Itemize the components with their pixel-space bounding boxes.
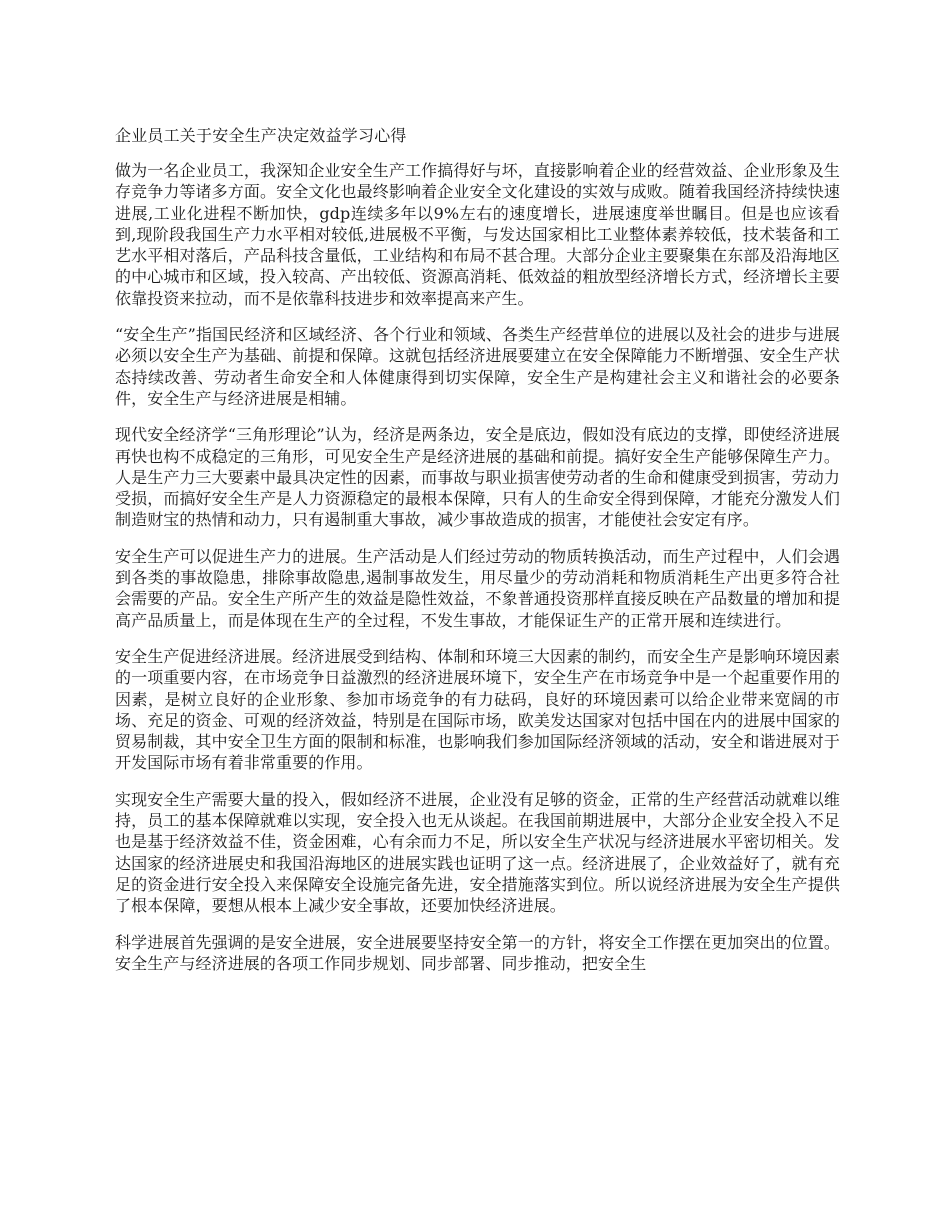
document-body (115, 124, 840, 989)
paragraph-6: 实现安全生产需要大量的投入，假如经济不进展，企业没有足够的资金，正常的生产经营活动就难以维持，员工的基本保障就难以实现，安全投入也无从谈起。在我国前期进展中，大部分企业安全投入不足也是基于经济效益不佳，资金困难，心有余而力不足，所以安全生产状况与经济进展水平密切相关。发达国家的经济进展史和我国沿海地区的进展实践也证明了这一点。经济进展了，企业效益好了，就有充足的资金进行安全投入来保障安全设施完备先进，安全措施落实到位。所以说经济进展为安全生产提供了根本保障，要想从根本上减少安全事故，还要加快经济进展。 (115, 789, 840, 916)
paragraph-3: 现代安全经济学“三角形理论”认为，经济是两条边，安全是底边，假如没有底边的支撑，即使经济进展再快也构不成稳定的三角形，可见安全生产是经济进展的基础和前提。搞好安全生产能够保障生产力。人是生产力三大要素中最具决定性的因素，而事故与职业损害使劳动者的生命和健康受到损害，劳动力受损，而搞好安全生产是人力资源稳定的最根本保障，只有人的生命安全得到保障，才能充分激发人们制造财宝的热情和动力，只有遏制重大事故，减少事故造成的损害，才能使社会安定有序。 (115, 425, 840, 530)
document-title: 企业员工关于安全生产决定效益学习心得 (115, 126, 407, 145)
paragraph-1: 做为一名企业员工，我深知企业安全生产工作搞得好与坏，直接影响着企业的经营效益、企业形象及生存竞争力等诸多方面。安全文化也最终影响着企业安全文化建设的实效与成败。随着我国经济持续快速进展,工业化进程不断加快，gdp连续多年以9%左右的速度增长，进展速度举世瞩目。但是也应该看到,现阶段我国生产力水平相对较低,进展极不平衡，与发达国家相比工业整体素养较低，技术装备和工艺水平相对落后，产品科技含量低，工业结构和布局不甚合理。大部分企业主要聚集在东部及沿海地区的中心城市和区域，投入较高、产出较低、资源高消耗、低效益的粗放型经济增长方式，经济增长主要依靠投资来拉动，而不是依靠科技进步和效率提高来产生。 (115, 161, 840, 308)
paragraph-4: 安全生产可以促进生产力的进展。生产活动是人们经过劳动的物质转换活动，而生产过程中，人们会遇到各类的事故隐患，排除事故隐患,遏制事故发生，用尽量少的劳动消耗和物质消耗生产出更多符合社会需要的产品。安全生产所产生的效益是隐性效益，不象普通投资那样直接反映在产品数量的增加和提高产品质量上，而是体现在生产的全过程，不发生事故，才能保证生产的正常开展和连续进行。 (115, 546, 840, 630)
paragraph-2: “安全生产”指国民经济和区域经济、各个行业和领域、各类生产经营单位的进展以及社会的进步与进展必须以安全生产为基础、前提和保障。这就包括经济进展要建立在安全保障能力不断增强、安全生产状态持续改善、劳动者生命安全和人体健康得到切实保障，安全生产是构建社会主义和谐社会的必要条件，安全生产与经济进展是相辅。 (115, 325, 840, 408)
paragraph-5: 安全生产促进经济进展。经济进展受到结构、体制和环境三大因素的制约，而安全生产是影响环境因素的一项重要内容，在市场竞争日益激烈的经济进展环境下，安全生产在市场竞争中是一个起重要作用的因素，是树立良好的企业形象、参加市场竞争的有力砝码，良好的环境因素可以给企业带来宽阔的市场、充足的资金、可观的经济效益，特别是在国际市场，欧美发达国家对包括中国在内的进展中国家的贸易制裁，其中安全卫生方面的限制和标准，也影响我们参加国际经济领域的活动，安全和谐进展对于开发国际市场有着非常重要的作用。 (115, 646, 840, 773)
paragraph-7: 科学进展首先强调的是安全进展，安全进展要坚持安全第一的方针，将安全工作摆在更加突出的位置。安全生产与经济进展的各项工作同步规划、同步部署、同步推动，把安全生 (115, 932, 840, 973)
